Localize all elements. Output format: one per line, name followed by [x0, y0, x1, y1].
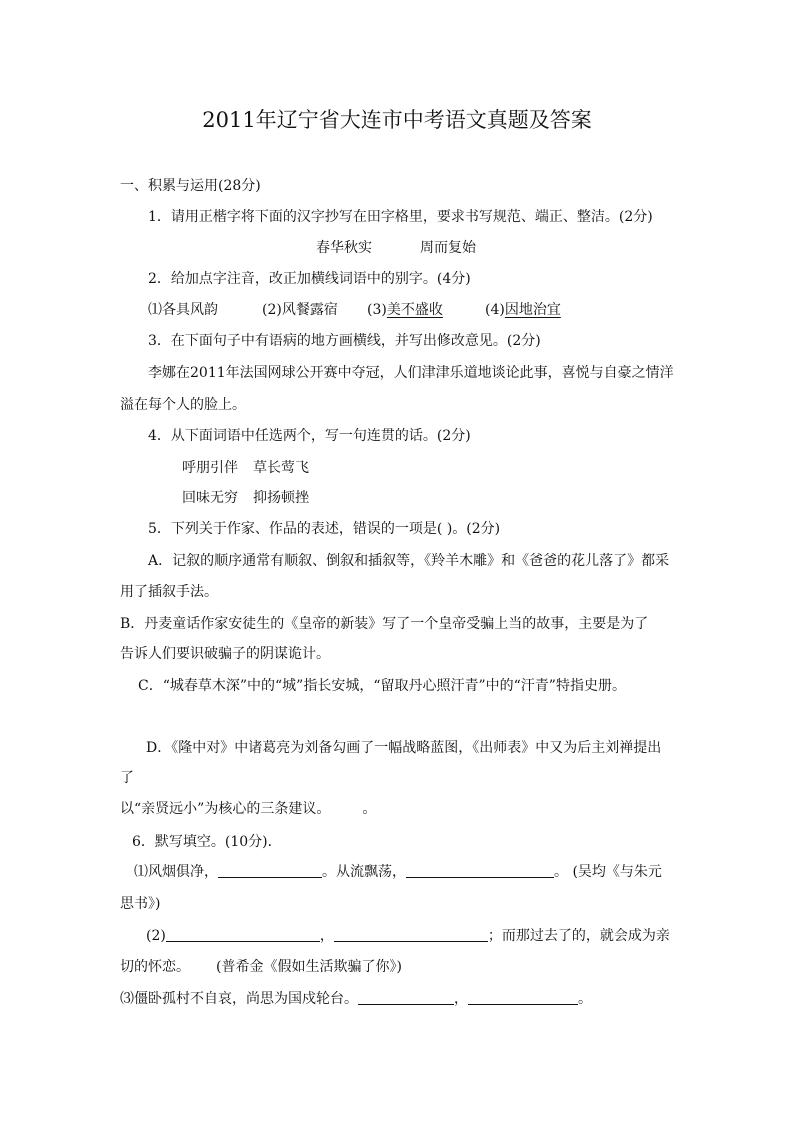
- question-2-item-1: [148, 301, 218, 319]
- question-5-option-a-line-1: A．记叙的顺序通常有顺叙、倒叙和插叙等，《羚羊木雕》和《爸爸的花儿落了》都采: [148, 553, 670, 569]
- option-d-period: 。: [362, 801, 377, 817]
- question-5-option-d-line-1: D．《隆中对》中诸葛亮为刘备勾画了一幅战略蓝图，《出师表》中又为后主刘禅提出: [146, 740, 662, 756]
- item-2-cont-text: 切的怀恋。: [120, 959, 190, 975]
- item-text-underlined: 因地治宜: [504, 302, 561, 318]
- question-2-item-2: [262, 301, 338, 319]
- item-1-mid: 。从流飘荡，: [322, 864, 406, 880]
- question-1-word-1: 春华秋实: [316, 240, 372, 256]
- question-5-option-d-line-3: [120, 800, 376, 818]
- question-5-prompt: 5．下列关于作家、作品的表述，错误的一项是( )。(2分): [148, 521, 501, 537]
- item-3-end: 。: [578, 991, 592, 1007]
- item-2-end: ；而那过去了的，就会成为亲: [487, 928, 670, 944]
- page-title: 2011年辽宁省大连市中考语文真题及答案: [202, 108, 592, 132]
- item-3-start: ⑶僵卧孤村不自哀，尚思为国戍轮台。: [120, 991, 358, 1007]
- question-5-option-a-line-2: 用了插叙手法。: [120, 584, 218, 600]
- item-number: (2): [262, 302, 282, 318]
- question-2-prompt: 2．给加点字注音，改正加横线词语中的别字。(4分): [148, 271, 471, 287]
- answer-blank-1[interactable]: [218, 863, 322, 878]
- question-4-prompt: 4．从下面词语中任选两个，写一句连贯的话。(2分): [148, 428, 471, 444]
- option-d-text: 以“亲贤远小”为核心的三条建议。: [120, 801, 331, 817]
- question-3-sentence-line-2: 溢在每个人的脸上。: [120, 397, 246, 413]
- question-5-option-c: C．“城春草木深”中的“城”指长安城，“留取丹心照汗青”中的“汗青”特指史册。: [138, 678, 626, 694]
- question-6-item-1-cont: 思书》): [120, 896, 161, 912]
- question-3-sentence-line-1: 李娜在2011年法国网球公开赛中夺冠，人们津津乐道地谈论此事，喜悦与自豪之情洋: [148, 365, 674, 381]
- answer-blank-6[interactable]: [468, 990, 578, 1005]
- item-number: (3): [367, 302, 387, 318]
- question-6-item-3: [120, 990, 592, 1008]
- item-number: ⑴: [148, 302, 162, 318]
- answer-blank-2[interactable]: [406, 863, 554, 878]
- answer-blank-3[interactable]: [166, 927, 320, 942]
- section-heading: 一、积累与运用(28分): [120, 178, 261, 194]
- question-1-word-2: 周而复始: [420, 240, 476, 256]
- question-5-option-b-line-2: 告诉人们要识破骗子的阴谋诡计。: [120, 646, 330, 662]
- item-text: 各具风韵: [162, 302, 218, 318]
- question-2-item-4: [485, 301, 561, 319]
- item-text-underlined: 美不盛收: [386, 302, 443, 318]
- item-2-comma: ，: [319, 928, 334, 944]
- item-2-citation: (普希金《假如生活欺骗了你》): [216, 959, 402, 975]
- question-2-item-3: [367, 301, 443, 319]
- item-3-comma: ，: [454, 991, 468, 1007]
- question-4-word-2: 草长莺飞: [253, 460, 309, 476]
- question-6-item-1: [134, 863, 662, 881]
- item-1-end: 。 (吴均《与朱元: [554, 864, 662, 880]
- question-3-prompt: 3．在下面句子中有语病的地方画横线，并写出修改意见。(2分): [148, 333, 541, 349]
- item-2-start: (2): [146, 928, 166, 944]
- question-5-option-d-line-2: 了: [120, 770, 134, 786]
- question-6-item-2-cont: [120, 958, 402, 976]
- item-1-start: ⑴风烟俱净，: [134, 864, 218, 880]
- question-6-prompt: 6．默写填空。(10分)．: [132, 834, 282, 850]
- question-5-option-b-line-1: B．丹麦童话作家安徒生的《皇帝的新装》写了一个皇帝受骗上当的故事，主要是为了: [120, 616, 649, 632]
- question-4-word-1: 呼朋引伴: [182, 460, 238, 476]
- question-1-prompt: 1．请用正楷字将下面的汉字抄写在田字格里，要求书写规范、端正、整洁。(2分): [148, 209, 653, 225]
- question-6-item-2: [146, 927, 670, 945]
- item-text: 风餐露宿: [281, 302, 338, 318]
- question-4-word-4: 抑扬顿挫: [253, 490, 309, 506]
- item-number: (4): [485, 302, 505, 318]
- answer-blank-4[interactable]: [334, 927, 488, 942]
- answer-blank-5[interactable]: [358, 990, 454, 1005]
- question-4-word-3: 回味无穷: [182, 490, 238, 506]
